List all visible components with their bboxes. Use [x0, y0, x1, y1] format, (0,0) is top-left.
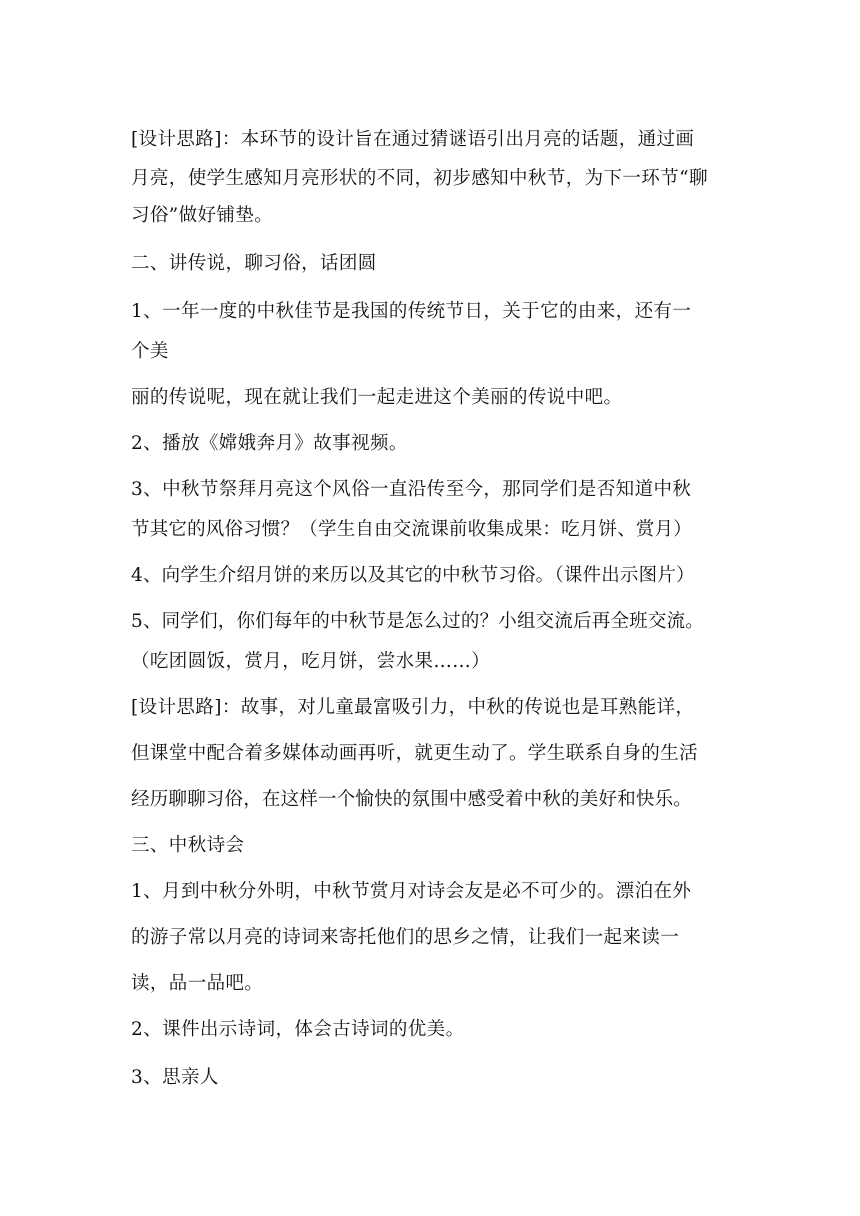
paragraph-line: 节其它的风俗习惯？（学生自由交流课前收集成果：吃月饼、赏月） — [131, 519, 693, 540]
paragraph-line: 5、同学们，你们每年的中秋节是怎么过的？小组交流后再全班交流。 — [131, 611, 704, 632]
paragraph-line: 1、月到中秋分外明，中秋节赏月对诗会友是必不可少的。漂泊在外 — [131, 881, 692, 902]
design-idea-line: [设计思路]：故事，对儿童最富吸引力，中秋的传说也是耳熟能详， — [131, 697, 695, 718]
design-idea-line: 经历聊聊习俗，在这样一个愉快的氛围中感受着中秋的美好和快乐。 — [131, 789, 693, 810]
section-heading-3: 三、中秋诗会 — [131, 835, 245, 856]
design-idea-line-1: [设计思路]：本环节的设计旨在通过猜谜语引出月亮的话题，通过画 — [131, 129, 695, 150]
paragraph-line: 4、向学生介绍月饼的来历以及其它的中秋节习俗。（课件出示图片） — [131, 565, 695, 586]
paragraph-line: 丽的传说呢，现在就让我们一起走进这个美丽的传说中吧。 — [131, 387, 623, 408]
paragraph-line: （吃团圆饭，赏月，吃月饼，尝水果……） — [131, 651, 491, 672]
section-heading-2: 二、讲传说，聊习俗，话团圆 — [131, 253, 377, 274]
paragraph-line: 读，品一品吧。 — [131, 973, 264, 994]
design-idea-line: 但课堂中配合着多媒体动画再听，就更生动了。学生联系自身的生活 — [131, 743, 699, 764]
paragraph-line: 的游子常以月亮的诗词来寄托他们的思乡之情，让我们一起来读一 — [131, 927, 680, 948]
paragraph-line: 个美 — [131, 341, 169, 362]
design-idea-line-2: 月亮，使学生感知月亮形状的不同，初步感知中秋节，为下一环节“聊 — [131, 168, 708, 189]
paragraph-line: 1、一年一度的中秋佳节是我国的传统节日，关于它的由来，还有一 — [131, 301, 692, 322]
design-idea-line-3: 习俗”做好铺垫。 — [131, 205, 274, 226]
paragraph-line: 2、课件出示诗词，体会古诗词的优美。 — [131, 1019, 465, 1040]
paragraph-line: 3、思亲人 — [131, 1067, 219, 1088]
paragraph-line: 3、中秋节祭拜月亮这个风俗一直沿传至今，那同学们是否知道中秋 — [131, 479, 692, 500]
paragraph-line: 2、播放《嫦娥奔月》故事视频。 — [131, 433, 408, 454]
